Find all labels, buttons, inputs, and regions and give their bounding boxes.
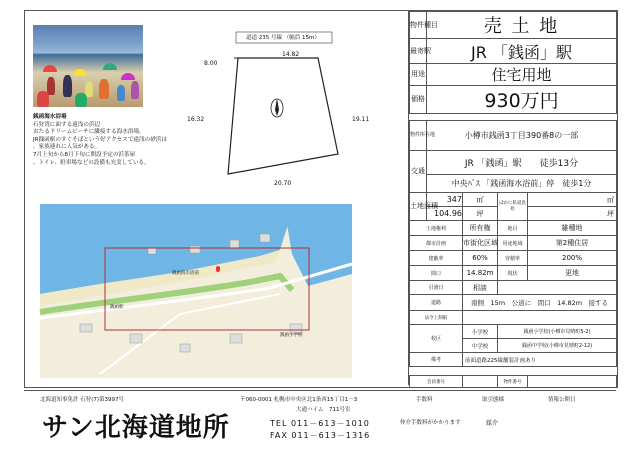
plot-drawing bbox=[150, 20, 405, 200]
nearest-station: JR 「銭函」駅 bbox=[427, 39, 617, 64]
area-map bbox=[40, 204, 352, 378]
beach-photo bbox=[33, 25, 143, 107]
listing-type: 売 土 地 bbox=[427, 12, 617, 39]
label-type: 物件種目 bbox=[410, 12, 427, 39]
label-property-no: 物件番号 bbox=[498, 376, 528, 388]
transport-train: JR 「銭函」駅 徒歩13分 bbox=[427, 151, 617, 175]
company-tel: TEL 011－613－1010 bbox=[270, 419, 370, 428]
fee-label: 手数料 bbox=[416, 397, 433, 403]
spec-label: 引渡日 bbox=[410, 281, 463, 295]
publish-date-label: 情報公開日 bbox=[548, 397, 576, 403]
spec-label: 都市計画 bbox=[410, 236, 463, 251]
spec-value: 60% bbox=[463, 251, 498, 266]
transaction-label: 取引態様 bbox=[482, 397, 505, 403]
label-location: 物件所在地 bbox=[410, 121, 427, 151]
property-no-value bbox=[528, 376, 617, 388]
description-line: 石狩湾に面する遠浅の浜辺 bbox=[33, 121, 101, 128]
label-private-road: ほかに私道負担 bbox=[498, 193, 528, 221]
spec-label: 建蔽率 bbox=[410, 251, 463, 266]
spec-label: 土地権利 bbox=[410, 221, 463, 236]
label-price: 価格 bbox=[410, 86, 427, 114]
dim-top: 14.82 bbox=[282, 51, 300, 58]
label-road: 道路 bbox=[410, 295, 463, 311]
area-sqm-unit: ㎡ bbox=[463, 193, 498, 207]
area-tsubo: 104.96 bbox=[427, 207, 463, 221]
description-line: JR銭函駅のすぐそばという好アクセスで遠浅の砂浜は bbox=[33, 136, 168, 143]
map-label-bus-stop: 銭函海水浴前 bbox=[172, 271, 199, 276]
description-line: おたるドリームビーチに隣接する海水浴場。 bbox=[33, 129, 145, 136]
spec-value: 更地 bbox=[528, 266, 617, 281]
private-road-sqm-unit: ㎡ bbox=[528, 193, 617, 207]
school-kind: 小学校 bbox=[463, 325, 498, 339]
spec-value: 所有権 bbox=[463, 221, 498, 236]
legal-value bbox=[463, 311, 617, 325]
area-sqm: 347 bbox=[427, 193, 463, 207]
label-land-area: 土地面積 bbox=[410, 193, 427, 221]
school-name: 銭函小学校(小樽市見晴町5-2) bbox=[498, 325, 617, 339]
description-line: 、家族連れに人気がある。 bbox=[33, 144, 101, 151]
description-line: 、トイレ、駐車場などの設備も充実している。 bbox=[33, 159, 150, 166]
property-address: 小樽市銭函3丁目390番8の一部 bbox=[427, 121, 617, 151]
company-fax: FAX 011－613－1316 bbox=[270, 431, 371, 440]
spec-value: 第2種住居 bbox=[528, 236, 617, 251]
company-address: 〒060-0001 札幌市中央区北1条西15丁目1－3 bbox=[240, 397, 358, 403]
map-graphic bbox=[40, 204, 352, 378]
company-name: サン北海道地所 bbox=[42, 413, 230, 443]
dim-bottom: 20.70 bbox=[274, 180, 292, 187]
spec-value: 市街化区域 bbox=[463, 236, 498, 251]
dim-left: 16.32 bbox=[187, 116, 205, 123]
remarks-value: 前面道路225線舗装計画あり bbox=[463, 353, 617, 367]
spec-label: 現状 bbox=[498, 266, 528, 281]
description-title: 銭函海水浴場 bbox=[33, 114, 67, 120]
label-transport: 交通 bbox=[410, 151, 427, 193]
road-label: 道道 235 号線 （幅員 15m） bbox=[246, 35, 320, 41]
company-building: 大通ハイム 711号室 bbox=[296, 407, 351, 413]
spec-value: 14.82m bbox=[463, 266, 498, 281]
school-name: 銭函中学校(小樽市見晴町2-12) bbox=[498, 339, 617, 353]
spec-value: 雑種地 bbox=[528, 221, 617, 236]
area-tsubo-unit: 坪 bbox=[463, 207, 498, 221]
spec-panel bbox=[408, 11, 616, 385]
license-number: 北海道知事免許 石狩(7)第3997号 bbox=[40, 397, 125, 403]
label-station: 最寄駅 bbox=[410, 39, 427, 64]
transport-bus: 中央ﾊﾞｽ 「銭函海水浴前」停 徒歩1分 bbox=[427, 175, 617, 193]
transaction-value: 媒介 bbox=[486, 420, 499, 427]
property-pin bbox=[216, 266, 220, 272]
spec-value: 200% bbox=[528, 251, 617, 266]
dim-right: 19.11 bbox=[352, 116, 370, 123]
label-school: 校区 bbox=[410, 325, 463, 353]
area-description bbox=[33, 114, 193, 167]
label-remarks: 備考 bbox=[410, 353, 463, 367]
member-no-value bbox=[463, 376, 498, 388]
map-label-school: 銭函小学校 bbox=[280, 333, 303, 338]
footer bbox=[0, 390, 640, 451]
map-label-station: 銭函駅 bbox=[110, 305, 124, 310]
spec-blank bbox=[498, 281, 617, 295]
description-line: 7月上旬から8月下旬に開設予定の浜茶屋 bbox=[33, 151, 136, 158]
spec-label: 容積率 bbox=[498, 251, 528, 266]
school-kind: 中学校 bbox=[463, 339, 498, 353]
label-member-no: 会員番号 bbox=[410, 376, 463, 388]
fee-note: 仲介手数料がかかります bbox=[400, 420, 461, 426]
price: 930万円 bbox=[427, 86, 617, 114]
private-road-tsubo-unit: 坪 bbox=[528, 207, 617, 221]
land-use: 住宅用地 bbox=[427, 64, 617, 86]
label-legal: 法令上制限 bbox=[410, 311, 463, 325]
dim-left-top: 8.00 bbox=[204, 60, 218, 67]
spec-label: 間口 bbox=[410, 266, 463, 281]
spec-value: 相談 bbox=[463, 281, 498, 295]
road-access: 南側 15m 公道に 間口 14.82m 接する bbox=[463, 295, 617, 311]
label-use: 用途 bbox=[410, 64, 427, 86]
spec-label: 用途地域 bbox=[498, 236, 528, 251]
spec-label: 地目 bbox=[498, 221, 528, 236]
